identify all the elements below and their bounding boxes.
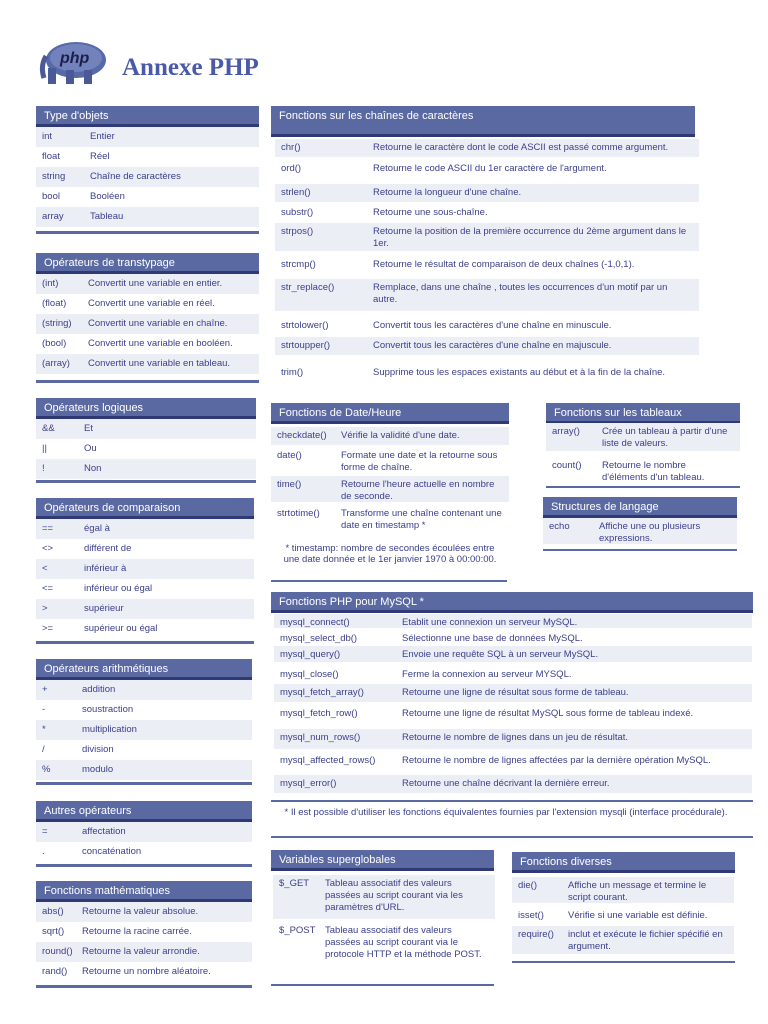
chaines-key: chr() bbox=[281, 142, 301, 153]
date-value: Formate une date et la retourne sous forme de chaîne. bbox=[341, 450, 498, 473]
transtypage-key: (string) bbox=[42, 318, 72, 329]
type_objets-value: Booléen bbox=[90, 191, 125, 202]
chaines-row bbox=[281, 320, 697, 338]
type_objets-value: Entier bbox=[90, 131, 115, 142]
mysql-row bbox=[280, 633, 750, 647]
maths-row bbox=[36, 902, 252, 922]
diverses-key: isset() bbox=[518, 910, 544, 921]
chaines-row bbox=[281, 142, 697, 160]
comparaison-key: < bbox=[42, 563, 48, 574]
logiques-value: Ou bbox=[84, 443, 97, 454]
arithmetiques-row bbox=[36, 700, 252, 720]
mysql-row bbox=[280, 687, 750, 705]
maths-value: Retourne la racine carrée. bbox=[82, 926, 192, 937]
chaines-value: Convertit tous les caractères d'une chaîne en majuscule. bbox=[373, 340, 612, 351]
chaines-value: Supprime tous les espaces existants au début et à la fin de la chaîne. bbox=[373, 367, 666, 378]
maths-key: rand() bbox=[42, 966, 68, 977]
tableaux-header: Fonctions sur les tableaux bbox=[546, 403, 740, 424]
chaines-row bbox=[281, 226, 697, 254]
maths-key: round() bbox=[42, 946, 73, 957]
comparaison-row bbox=[36, 619, 254, 639]
comparaison-row bbox=[36, 579, 254, 599]
date-header: Fonctions de Date/Heure bbox=[271, 403, 509, 424]
type_objets-value: Chaîne de caractères bbox=[90, 171, 181, 182]
mysql-key: mysql_affected_rows() bbox=[280, 755, 376, 766]
mysql-value: Sélectionne une base de données MySQL. bbox=[402, 633, 583, 644]
chaines-key: ord() bbox=[281, 163, 302, 174]
arithmetiques-row bbox=[36, 680, 252, 700]
chaines-key: substr() bbox=[281, 207, 314, 218]
mysql-value: Ferme la connexion au serveur MYSQL. bbox=[402, 669, 572, 680]
date-section bbox=[271, 403, 509, 425]
arithmetiques-value: addition bbox=[82, 684, 116, 695]
diverses-key: die() bbox=[518, 880, 538, 891]
maths-key: sqrt() bbox=[42, 926, 65, 937]
date-key: checkdate() bbox=[277, 430, 327, 441]
maths-header: Fonctions mathématiques bbox=[36, 881, 252, 902]
comparaison-value: inférieur ou égal bbox=[84, 583, 153, 594]
chaines-row bbox=[281, 163, 697, 183]
type_objets-row bbox=[36, 187, 259, 207]
superglobales-header: Variables superglobales bbox=[271, 850, 494, 871]
diverses-section bbox=[512, 852, 735, 874]
chaines-header: Fonctions sur les chaînes de caractères bbox=[271, 106, 695, 137]
mysql-value: Retourne une ligne de résultat MySQL sous forme de tableau indexé. bbox=[402, 708, 694, 719]
date-row bbox=[277, 450, 507, 476]
mysql-row bbox=[280, 649, 750, 665]
superglobales-row bbox=[279, 925, 493, 977]
tableaux-row bbox=[552, 460, 738, 486]
comparaison-section bbox=[36, 498, 254, 644]
chaines-key: str_replace() bbox=[281, 282, 335, 293]
comparaison-row bbox=[36, 539, 254, 559]
chaines-value: Retourne le caractère dont le code ASCII est passé comme argument. bbox=[373, 142, 669, 153]
chaines-key: strlen() bbox=[281, 187, 311, 198]
langage-section bbox=[543, 497, 737, 519]
chaines-value: Retourne la longueur d'une chaîne. bbox=[373, 187, 522, 198]
comparaison-value: supérieur bbox=[84, 603, 124, 614]
comparaison-value: supérieur ou égal bbox=[84, 623, 158, 634]
type_objets-key: int bbox=[42, 131, 53, 142]
mysql-key: mysql_query() bbox=[280, 649, 341, 660]
date-key: strtotime() bbox=[277, 508, 320, 519]
chaines-key: strtoupper() bbox=[281, 340, 331, 351]
chaines-value: Retourne le code ASCII du 1er caractère de l'argument. bbox=[373, 163, 607, 174]
comparaison-row bbox=[36, 559, 254, 579]
mysql-key: mysql_fetch_array() bbox=[280, 687, 364, 698]
mysql-row bbox=[280, 755, 750, 775]
comparaison-key: >= bbox=[42, 623, 54, 634]
diverses-value: Affiche un message et termine le script courant. bbox=[568, 880, 707, 903]
type_objets-row bbox=[36, 167, 259, 187]
autres-key: = bbox=[42, 826, 48, 837]
diverses-header: Fonctions diverses bbox=[512, 852, 735, 873]
mysql-value: Retourne le nombre de lignes affectées par la dernière opération MySQL. bbox=[402, 755, 711, 766]
mysql-key: mysql_connect() bbox=[280, 617, 350, 628]
type_objets-row bbox=[36, 127, 259, 147]
chaines-row bbox=[281, 187, 697, 205]
transtypage-key: (array) bbox=[42, 358, 70, 369]
autres-key: . bbox=[42, 846, 45, 857]
mysql-divider-line bbox=[271, 800, 753, 802]
autres-section bbox=[36, 801, 252, 867]
date-note: * timestamp: nombre de secondes écoulées entre une date donnée et le 1er janvier 1970 à 00:00:00. bbox=[283, 543, 497, 565]
comparaison-key: > bbox=[42, 603, 48, 614]
transtypage-row bbox=[36, 354, 259, 374]
transtypage-header: Opérateurs de transtypage bbox=[36, 253, 259, 274]
type_objets-value: Tableau bbox=[90, 211, 124, 222]
maths-row bbox=[36, 942, 252, 962]
svg-text:php: php bbox=[60, 50, 90, 67]
transtypage-value: Convertit une variable en booléen. bbox=[88, 338, 233, 349]
langage-value: Affiche une ou plusieurs expressions. bbox=[599, 521, 701, 544]
comparaison-key: == bbox=[42, 523, 54, 534]
logiques-key: && bbox=[42, 423, 55, 434]
autres-row bbox=[36, 842, 252, 862]
type_objets-key: float bbox=[42, 151, 60, 162]
mysql-value: Retourne une ligne de résultat sous forme de tableau. bbox=[402, 687, 629, 698]
maths-value: Retourne un nombre aléatoire. bbox=[82, 966, 211, 977]
mysql-key: mysql_error() bbox=[280, 778, 337, 789]
mysql-row bbox=[280, 778, 750, 796]
diverses-row bbox=[518, 929, 732, 957]
mysql-key: mysql_num_rows() bbox=[280, 732, 361, 743]
mysql-note: * Il est possible d'utiliser les fonctions équivalentes fournies par l'extension mysqli (interface procédurale). bbox=[284, 807, 728, 818]
comparaison-key: <= bbox=[42, 583, 54, 594]
tableaux-bottom-line bbox=[546, 486, 740, 488]
superglobales-value: Tableau associatif des valeurs passées au script courant via les paramètres d'URL. bbox=[325, 878, 463, 913]
mysql-section bbox=[271, 592, 753, 614]
superglobales-key: $_GET bbox=[279, 878, 310, 889]
langage-key: echo bbox=[549, 521, 570, 532]
type-objets-header: Type d'objets bbox=[36, 106, 259, 127]
chaines-key: strcmp() bbox=[281, 259, 316, 270]
type_objets-key: bool bbox=[42, 191, 60, 202]
maths-section bbox=[36, 881, 252, 988]
arithmetiques-row bbox=[36, 720, 252, 740]
mysql-value: Retourne une chaîne décrivant la dernière erreur. bbox=[402, 778, 610, 789]
transtypage-value: Convertit une variable en chaîne. bbox=[88, 318, 228, 329]
date-value: Retourne l'heure actuelle en nombre de seconde. bbox=[341, 479, 495, 502]
comparaison-key: <> bbox=[42, 543, 54, 554]
php-elephant-logo bbox=[38, 38, 108, 88]
transtypage-value: Convertit une variable en tableau. bbox=[88, 358, 231, 369]
logiques-row bbox=[36, 439, 256, 459]
chaines-value: Remplace, dans une chaîne , toutes les occurrences d'un motif par un autre. bbox=[373, 282, 668, 305]
tableaux-row bbox=[552, 426, 738, 454]
superglobales-value: Tableau associatif des valeurs passées au script courant via le protocole HTTP et la méthode POST. bbox=[325, 925, 482, 960]
date-value: Transforme une chaîne contenant une date en timestamp * bbox=[341, 508, 502, 531]
superglobales-section bbox=[271, 850, 494, 872]
comparaison-value: inférieur à bbox=[84, 563, 127, 574]
maths-row bbox=[36, 922, 252, 942]
logiques-key: ! bbox=[42, 463, 45, 474]
diverses-row bbox=[518, 910, 732, 926]
chaines-row bbox=[281, 259, 697, 279]
type-objets-section bbox=[36, 106, 259, 234]
maths-key: abs() bbox=[42, 906, 64, 917]
mysql-row bbox=[280, 669, 750, 685]
mysql-key: mysql_select_db() bbox=[280, 633, 358, 644]
autres-header: Autres opérateurs bbox=[36, 801, 252, 822]
tableaux-value: Crée un tableau à partir d'une liste de valeurs. bbox=[602, 426, 728, 449]
transtypage-row bbox=[36, 274, 259, 294]
logiques-key: || bbox=[42, 443, 47, 454]
arithmetiques-key: / bbox=[42, 744, 45, 755]
langage-header: Structures de langage bbox=[543, 497, 737, 518]
transtypage-value: Convertit une variable en réel. bbox=[88, 298, 215, 309]
date-row bbox=[277, 479, 507, 505]
diverses-key: require() bbox=[518, 929, 554, 940]
logiques-value: Non bbox=[84, 463, 102, 474]
arithmetiques-key: * bbox=[42, 724, 46, 735]
transtypage-section bbox=[36, 253, 259, 383]
mysql-header: Fonctions PHP pour MySQL * bbox=[271, 592, 753, 613]
tableaux-key: count() bbox=[552, 460, 582, 471]
superglobales-bottom-line bbox=[271, 984, 494, 986]
logiques-value: Et bbox=[84, 423, 93, 434]
mysql-value: Envoie une requête SQL à un serveur MySQL. bbox=[402, 649, 599, 660]
arithmetiques-key: % bbox=[42, 764, 51, 775]
arithmetiques-row bbox=[36, 740, 252, 760]
comparaison-header: Opérateurs de comparaison bbox=[36, 498, 254, 519]
diverses-value: Vérifie si une variable est définie. bbox=[568, 910, 708, 921]
arithmetiques-header: Opérateurs arithmétiques bbox=[36, 659, 252, 680]
date-value: Vérifie la validité d'une date. bbox=[341, 430, 460, 441]
mysql-row bbox=[280, 617, 750, 631]
logiques-row bbox=[36, 459, 256, 479]
mysql-key: mysql_fetch_row() bbox=[280, 708, 358, 719]
arithmetiques-value: modulo bbox=[82, 764, 114, 775]
mysql-bottom-line bbox=[271, 836, 753, 838]
arithmetiques-row bbox=[36, 760, 252, 780]
arithmetiques-section bbox=[36, 659, 252, 785]
diverses-value: inclut et exécute le fichier spécifié en argument. bbox=[568, 929, 723, 952]
arithmetiques-key: + bbox=[42, 684, 48, 695]
maths-row bbox=[36, 962, 252, 982]
transtypage-row bbox=[36, 314, 259, 334]
chaines-value: Retourne une sous-chaîne. bbox=[373, 207, 488, 218]
date-key: time() bbox=[277, 479, 302, 490]
arithmetiques-value: division bbox=[82, 744, 114, 755]
transtypage-key: (bool) bbox=[42, 338, 67, 349]
transtypage-key: (float) bbox=[42, 298, 67, 309]
type_objets-value: Réel bbox=[90, 151, 110, 162]
comparaison-value: différent de bbox=[84, 543, 132, 554]
page-title: Annexe PHP bbox=[122, 54, 259, 81]
mysql-row bbox=[280, 708, 750, 726]
transtypage-row bbox=[36, 334, 259, 354]
arithmetiques-value: soustraction bbox=[82, 704, 134, 715]
maths-value: Retourne la valeur arrondie. bbox=[82, 946, 200, 957]
type_objets-key: string bbox=[42, 171, 66, 182]
chaines-value: Retourne le résultat de comparaison de deux chaînes (-1,0,1). bbox=[373, 259, 635, 270]
autres-value: concaténation bbox=[82, 846, 142, 857]
mysql-row bbox=[280, 732, 750, 752]
mysql-key: mysql_close() bbox=[280, 669, 339, 680]
logiques-section bbox=[36, 398, 256, 483]
chaines-row bbox=[281, 367, 697, 395]
mysql-value: Retourne le nombre de lignes dans un jeu de résultat. bbox=[402, 732, 629, 743]
type_objets-key: array bbox=[42, 211, 64, 222]
chaines-row bbox=[281, 340, 697, 358]
autres-row bbox=[36, 822, 252, 842]
transtypage-value: Convertit une variable en entier. bbox=[88, 278, 223, 289]
maths-value: Retourne la valeur absolue. bbox=[82, 906, 199, 917]
chaines-value: Retourne la position de la première occurrence du 2ème argument dans le 1er. bbox=[373, 226, 687, 249]
logiques-row bbox=[36, 419, 256, 439]
diverses-row bbox=[518, 880, 732, 906]
langage-row bbox=[549, 521, 735, 547]
chaines-row bbox=[281, 282, 697, 314]
arithmetiques-key: - bbox=[42, 704, 46, 715]
comparaison-row bbox=[36, 519, 254, 539]
date-row bbox=[277, 508, 507, 536]
langage-bottom-line bbox=[543, 549, 737, 551]
transtypage-key: (int) bbox=[42, 278, 59, 289]
type_objets-row bbox=[36, 207, 259, 227]
type_objets-row bbox=[36, 147, 259, 167]
chaines-value: Convertit tous les caractères d'une chaîne en minuscule. bbox=[373, 320, 612, 331]
transtypage-row bbox=[36, 294, 259, 314]
tableaux-section bbox=[546, 403, 740, 425]
logiques-header: Opérateurs logiques bbox=[36, 398, 256, 419]
arithmetiques-value: multiplication bbox=[82, 724, 137, 735]
chaines-key: strpos() bbox=[281, 226, 314, 237]
comparaison-value: égal à bbox=[84, 523, 110, 534]
superglobales-row bbox=[279, 878, 493, 922]
date-key: date() bbox=[277, 450, 302, 461]
comparaison-row bbox=[36, 599, 254, 619]
date-row bbox=[277, 430, 507, 448]
superglobales-key: $_POST bbox=[279, 925, 316, 936]
chaines-key: trim() bbox=[281, 367, 304, 378]
mysql-value: Etablit une connexion un serveur MySQL. bbox=[402, 617, 578, 628]
tableaux-value: Retourne le nombre d'éléments d'un tableau. bbox=[602, 460, 705, 483]
autres-value: affectation bbox=[82, 826, 126, 837]
date-bottom-line bbox=[271, 580, 507, 582]
diverses-bottom-line bbox=[512, 961, 735, 963]
chaines-key: strtolower() bbox=[281, 320, 329, 331]
tableaux-key: array() bbox=[552, 426, 580, 437]
